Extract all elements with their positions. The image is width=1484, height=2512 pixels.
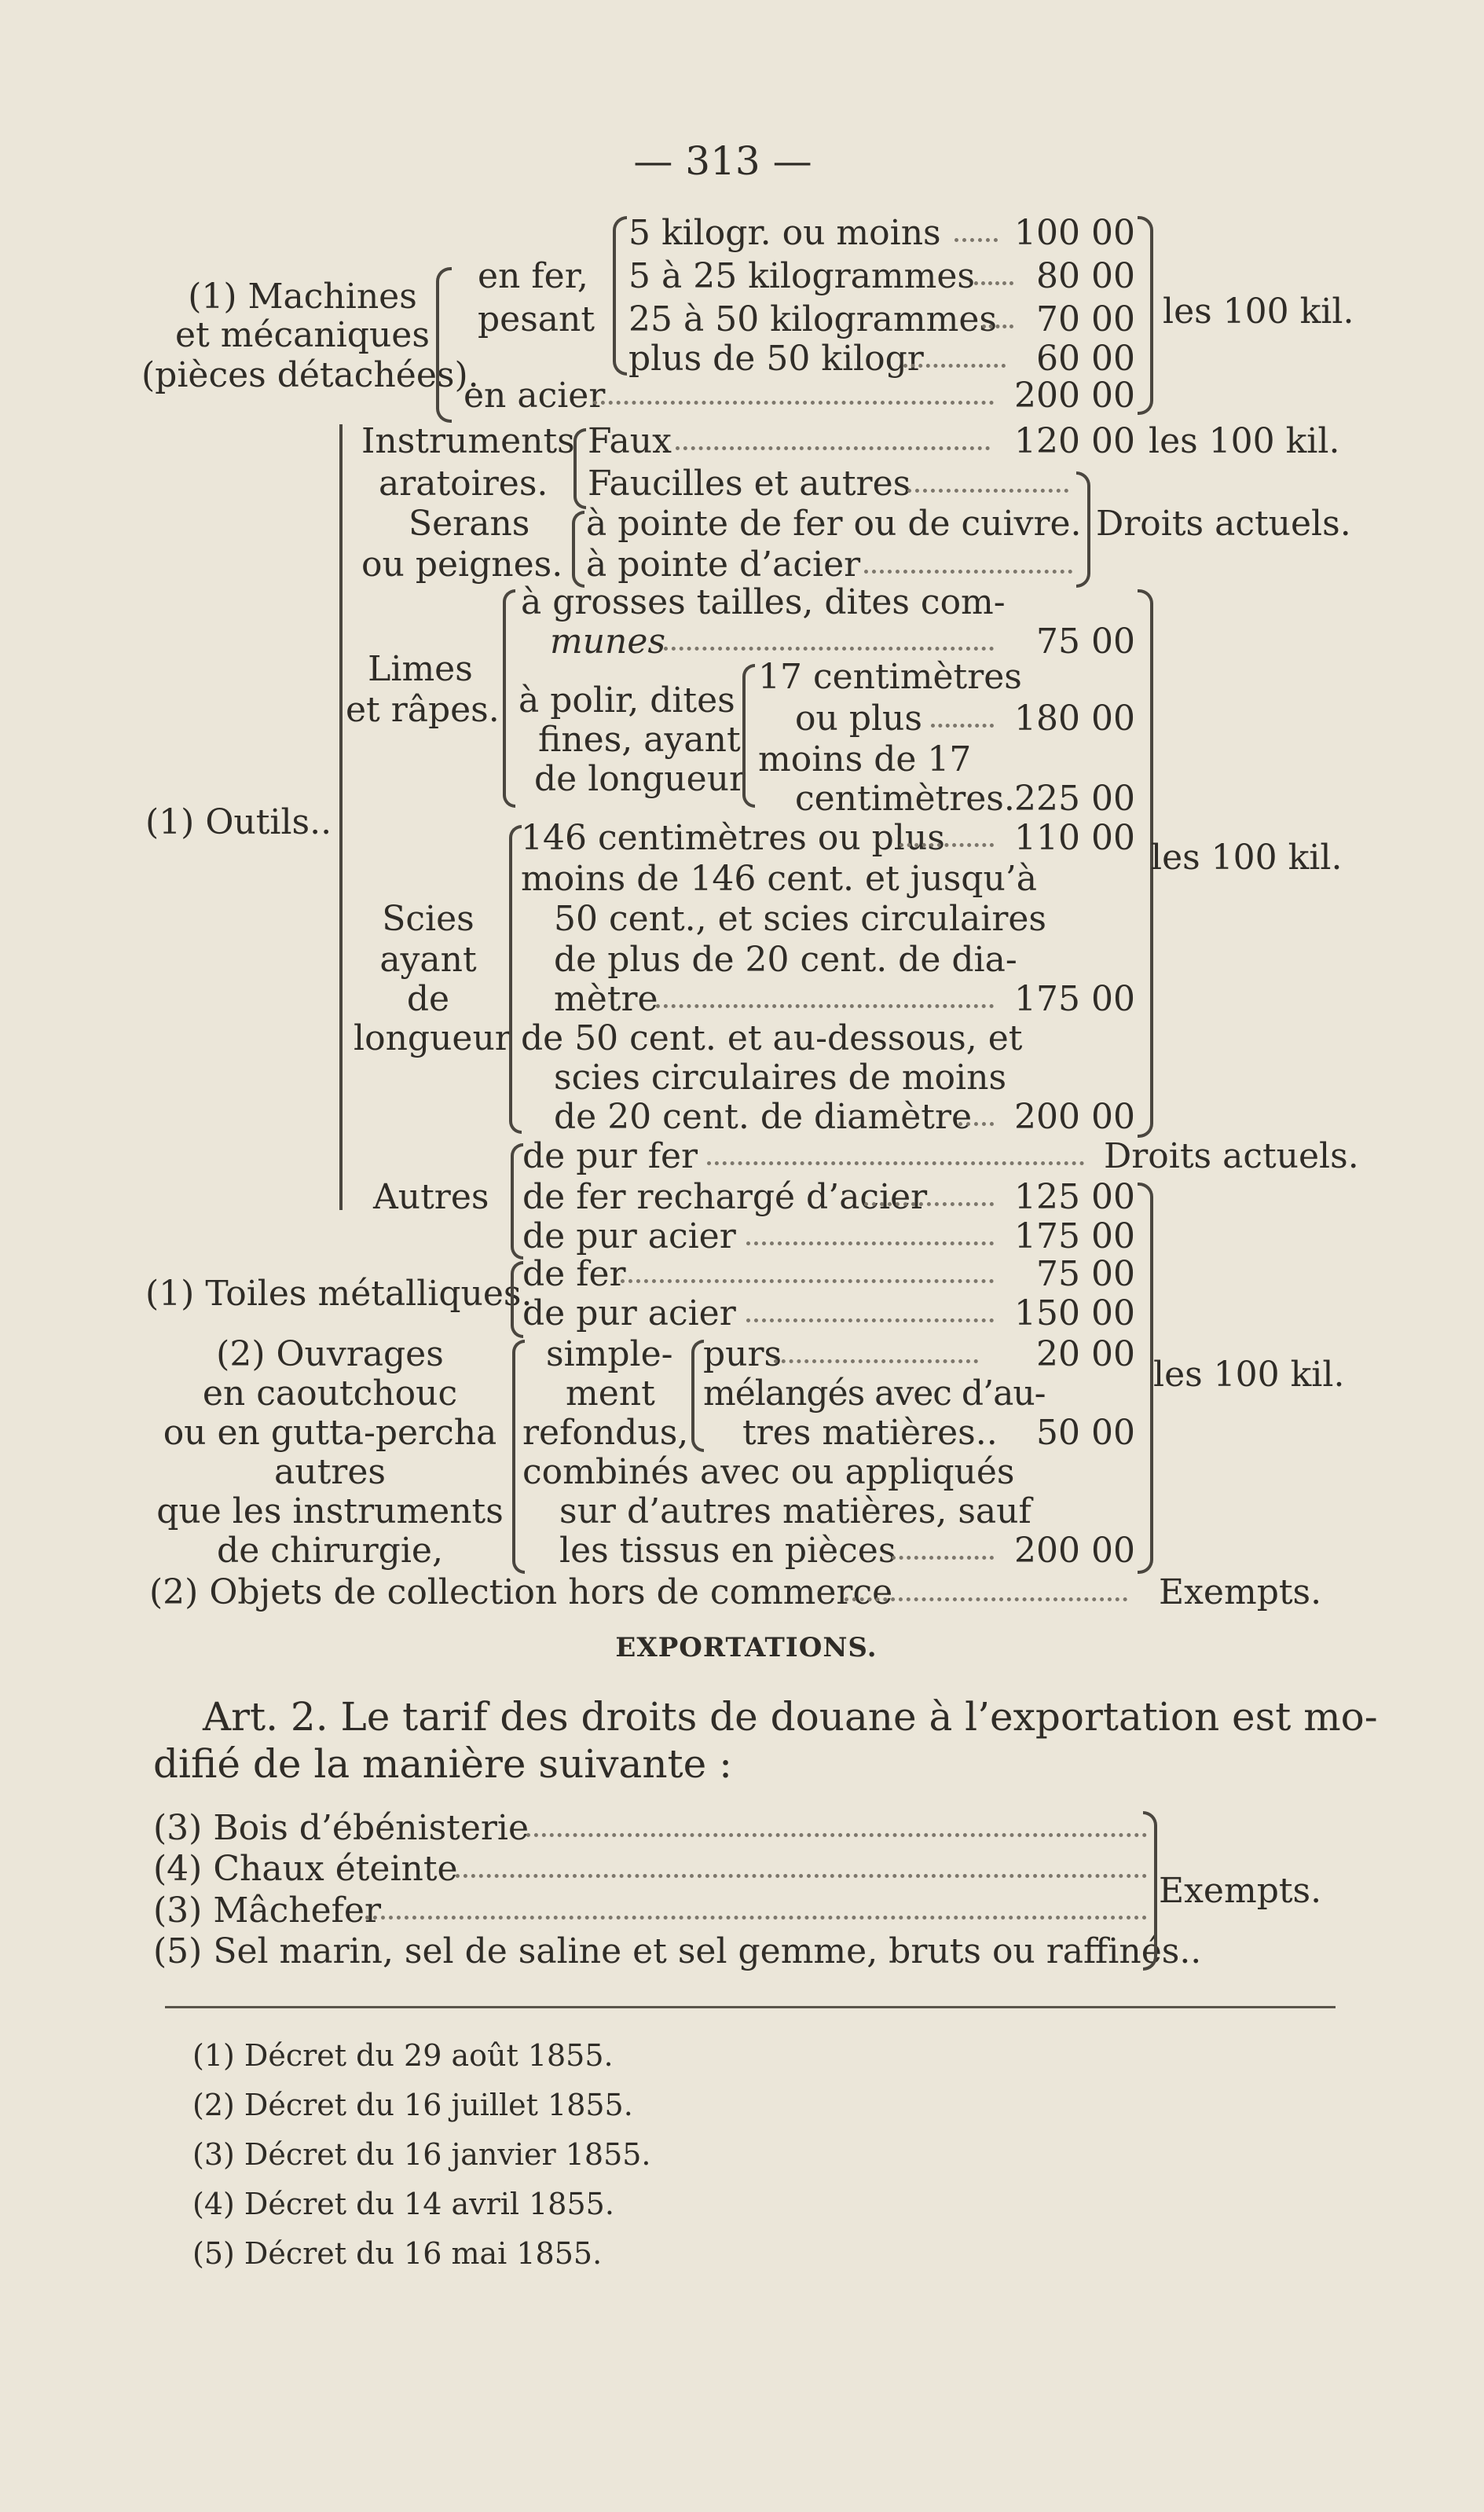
autres-value-1: Droits actuels. bbox=[1104, 1136, 1359, 1176]
scies-label-1: Scies bbox=[382, 899, 475, 939]
leader bbox=[365, 1916, 1147, 1920]
leader bbox=[526, 1833, 1147, 1837]
leader bbox=[621, 1279, 994, 1283]
serans-label-1: Serans bbox=[409, 504, 530, 544]
limes-size-1a: 17 centimètres bbox=[758, 657, 1022, 697]
machines-row-5: en acier bbox=[464, 376, 606, 416]
ouvrages-purs: purs bbox=[703, 1334, 782, 1374]
scies-value-1: 110 00 bbox=[1014, 818, 1135, 858]
serans-label-2: ou peignes. bbox=[361, 545, 563, 585]
limes-polir-2: fines, ayant bbox=[538, 720, 741, 760]
ouvrages-label-5: que les instruments bbox=[156, 1491, 504, 1531]
scies-label-4: longueur bbox=[354, 1018, 511, 1058]
machines-row-2: 5 à 25 kilogrammes bbox=[628, 256, 975, 296]
ouvrages-purs-value: 20 00 bbox=[1036, 1334, 1135, 1374]
page-number: — 313 — bbox=[633, 138, 812, 184]
leader bbox=[958, 1122, 994, 1126]
machines-weight-brace bbox=[613, 216, 627, 376]
leader bbox=[864, 570, 1072, 574]
toiles-row-1: de fer bbox=[522, 1254, 626, 1294]
leader bbox=[707, 1161, 1084, 1165]
collection-text: (2) Objets de collection hors de commerce bbox=[149, 1572, 893, 1612]
ouvrages-combines-3: les tissus en pièces bbox=[559, 1531, 896, 1571]
footnote-5: (5) Décret du 16 mai 1855. bbox=[192, 2236, 603, 2271]
scies-unit: les 100 kil. bbox=[1151, 838, 1343, 878]
footnote-1: (1) Décret du 29 août 1855. bbox=[192, 2038, 614, 2073]
leader bbox=[900, 843, 994, 847]
ouvrages-combines-value: 200 00 bbox=[1014, 1531, 1135, 1571]
machines-row-3: 25 à 50 kilogrammes bbox=[628, 299, 997, 339]
ouvrages-melanges-1: mélangés avec d’au- bbox=[703, 1373, 1046, 1414]
limes-grosses-1: à grosses tailles, dites com- bbox=[521, 582, 1006, 622]
scies-row-2b: 50 cent., et scies circulaires bbox=[554, 899, 1046, 939]
instruments-label-2: aratoires. bbox=[379, 464, 548, 504]
outils-outer-brace bbox=[339, 424, 343, 1210]
leader bbox=[593, 401, 994, 405]
ouvrages-melanges-value: 50 00 bbox=[1036, 1413, 1135, 1453]
machines-row-1: 5 kilogr. ou moins bbox=[628, 213, 941, 253]
faux-text: Faux bbox=[588, 421, 672, 461]
ouvrages-unit: les 100 kil. bbox=[1153, 1355, 1345, 1395]
leader bbox=[656, 1004, 994, 1008]
machines-row-4: plus de 50 kilogr bbox=[628, 339, 924, 379]
export-item-4: (5) Sel marin, sel de saline et sel gemme, bruts ou raffinés.. bbox=[153, 1931, 1202, 1971]
serans-brace bbox=[572, 511, 584, 588]
autres-brace bbox=[511, 1143, 523, 1260]
article-line-2: difié de la manière suivante : bbox=[153, 1741, 732, 1787]
ouvrages-simple-1: simple- bbox=[546, 1334, 673, 1374]
ouvrages-label-2: en caoutchouc bbox=[202, 1373, 458, 1414]
exportations-result: Exempts. bbox=[1159, 1871, 1322, 1911]
limes-brace bbox=[503, 589, 515, 808]
autres-row-2: de fer rechargé d’acier bbox=[522, 1177, 928, 1217]
leader bbox=[903, 364, 1006, 368]
ouvrages-simple-3: refondus, bbox=[522, 1413, 689, 1453]
leader bbox=[955, 238, 998, 242]
limes-label-1: Limes bbox=[368, 649, 473, 689]
ouvrages-combines-2: sur d’autres matières, sauf bbox=[559, 1491, 1031, 1531]
instruments-label-1: Instruments bbox=[361, 421, 575, 461]
footnote-2: (2) Décret du 16 juillet 1855. bbox=[192, 2088, 633, 2122]
scies-value-3: 200 00 bbox=[1014, 1097, 1135, 1137]
limes-polir-1: à polir, dites bbox=[518, 680, 735, 721]
limes-grosses-2: munes bbox=[550, 622, 666, 662]
scies-row-3c: de 20 cent. de diamètre bbox=[554, 1097, 973, 1137]
toiles-value-2: 150 00 bbox=[1014, 1293, 1135, 1333]
leader bbox=[907, 489, 1068, 493]
leader bbox=[774, 1359, 978, 1363]
machines-label-2: et mécaniques bbox=[175, 315, 430, 355]
autres-value-3: 175 00 bbox=[1014, 1216, 1135, 1256]
exportations-right-brace bbox=[1143, 1811, 1157, 1971]
ouvrages-label-3: ou en gutta-percha bbox=[163, 1413, 497, 1453]
scies-brace bbox=[509, 825, 522, 1134]
ouvrages-melanges-2: tres matières.. bbox=[742, 1413, 998, 1453]
machines-pesant: pesant bbox=[478, 299, 595, 339]
limes-size-brace bbox=[742, 664, 755, 808]
leader bbox=[931, 724, 994, 728]
scies-label-3: de bbox=[406, 979, 450, 1019]
exportations-heading: EXPORTATIONS. bbox=[615, 1632, 878, 1663]
leader bbox=[845, 1597, 1127, 1601]
scies-row-2d: mètre bbox=[554, 979, 658, 1019]
footnote-rule bbox=[165, 2006, 1336, 2008]
limes-polir-3: de longueur bbox=[534, 759, 746, 799]
ouvrages-label-4: autres bbox=[274, 1452, 386, 1492]
autres-value-2: 125 00 bbox=[1014, 1177, 1135, 1217]
collection-value: Exempts. bbox=[1159, 1572, 1322, 1612]
limes-size-2-value: 225 00 bbox=[1014, 779, 1135, 819]
faucilles-text: Faucilles et autres bbox=[588, 464, 911, 504]
scies-row-1: 146 centimètres ou plus bbox=[521, 818, 945, 858]
machines-value-2: 80 00 bbox=[1036, 256, 1135, 296]
ouvrages-simple-2: ment bbox=[566, 1373, 655, 1414]
machines-label-3: (pièces détachées). bbox=[141, 355, 479, 395]
footnote-4: (4) Décret du 14 avril 1855. bbox=[192, 2187, 614, 2221]
machines-value-1: 100 00 bbox=[1014, 213, 1135, 253]
limes-size-2a: moins de 17 bbox=[758, 739, 972, 779]
serans-right-brace bbox=[1076, 471, 1090, 588]
ouvrages-label-1: (2) Ouvrages bbox=[216, 1334, 444, 1374]
export-item-2: (4) Chaux éteinte bbox=[153, 1849, 458, 1889]
footnote-3: (3) Décret du 16 janvier 1855. bbox=[192, 2137, 651, 2172]
leader bbox=[746, 1318, 994, 1322]
ouvrages-label-6: de chirurgie, bbox=[217, 1531, 443, 1571]
machines-label-1: (1) Machines bbox=[188, 277, 417, 317]
toiles-value-1: 75 00 bbox=[1036, 1254, 1135, 1294]
scies-label-2: ayant bbox=[379, 940, 477, 980]
autres-row-1: de pur fer bbox=[522, 1136, 698, 1176]
machines-value-4: 60 00 bbox=[1036, 339, 1135, 379]
machines-unit: les 100 kil. bbox=[1163, 292, 1354, 332]
leader bbox=[892, 1556, 994, 1560]
ouvrages-combines-1: combinés avec ou appliqués bbox=[522, 1452, 1015, 1492]
article-line-1: Art. 2. Le tarif des droits de douane à l’exportation est mo- bbox=[203, 1694, 1378, 1740]
instruments-brace bbox=[573, 428, 586, 509]
serans-row-2: à pointe d’acier bbox=[586, 545, 861, 585]
scies-row-3b: scies circulaires de moins bbox=[554, 1058, 1007, 1098]
scies-row-3a: de 50 cent. et au-dessous, et bbox=[521, 1018, 1023, 1058]
export-item-3: (3) Mâchefer bbox=[153, 1890, 381, 1931]
leader bbox=[664, 647, 994, 651]
ouvrages-right-brace bbox=[1138, 1183, 1153, 1574]
machines-brace bbox=[436, 267, 452, 423]
machines-value-3: 70 00 bbox=[1036, 299, 1135, 339]
leader bbox=[456, 1874, 1147, 1878]
serans-row-1: à pointe de fer ou de cuivre. bbox=[586, 504, 1082, 544]
limes-label-2: et râpes. bbox=[346, 690, 500, 730]
toiles-brace bbox=[511, 1261, 523, 1338]
limes-size-1b: ou plus bbox=[795, 699, 922, 739]
autres-row-3: de pur acier bbox=[522, 1216, 736, 1256]
machines-right-brace bbox=[1138, 216, 1153, 415]
autres-label: Autres bbox=[373, 1177, 489, 1217]
leader bbox=[746, 1241, 994, 1245]
scies-row-2a: moins de 146 cent. et jusqu’à bbox=[521, 859, 1038, 899]
ouvrages-simple-brace bbox=[691, 1340, 704, 1452]
scies-row-2c: de plus de 20 cent. de dia- bbox=[554, 940, 1017, 980]
limes-grosses-value: 75 00 bbox=[1036, 622, 1135, 662]
leader bbox=[676, 446, 990, 450]
export-item-1: (3) Bois d’ébénisterie bbox=[153, 1808, 529, 1848]
outils-label: (1) Outils.. bbox=[145, 802, 332, 842]
toiles-label: (1) Toiles métalliques. bbox=[145, 1274, 533, 1314]
machines-value-5: 200 00 bbox=[1014, 376, 1135, 416]
toiles-row-2: de pur acier bbox=[522, 1293, 736, 1333]
limes-size-1-value: 180 00 bbox=[1014, 699, 1135, 739]
leader bbox=[864, 1202, 994, 1206]
serans-unit: Droits actuels. bbox=[1096, 504, 1351, 544]
faux-unit: les 100 kil. bbox=[1149, 421, 1340, 461]
faux-value: 120 00 bbox=[1014, 421, 1135, 461]
limes-size-2b: centimètres. bbox=[795, 779, 1015, 819]
machines-en-fer: en fer, bbox=[478, 256, 588, 296]
scies-value-2: 175 00 bbox=[1014, 979, 1135, 1019]
